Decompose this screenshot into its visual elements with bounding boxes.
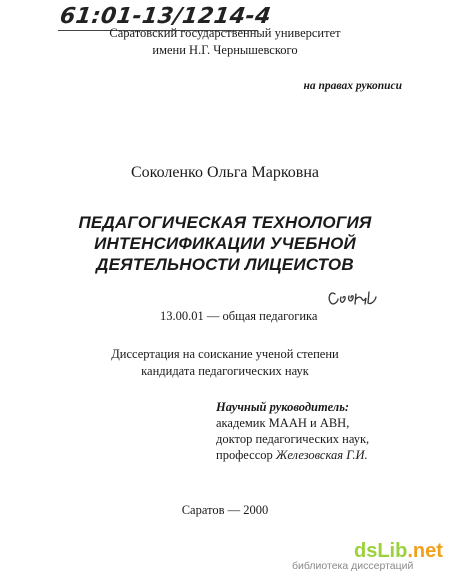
thesis-title-line-3: ДЕЯТЕЛЬНОСТИ ЛИЦЕИСТОВ bbox=[96, 255, 354, 274]
city-year: Саратов — 2000 bbox=[181, 503, 269, 517]
dslib-logo: dsLib.net bbox=[354, 540, 443, 562]
supervisor-label: Научный руководитель: bbox=[216, 400, 350, 414]
dslib-watermark bbox=[292, 540, 443, 572]
supervisor-block bbox=[216, 399, 369, 463]
supervisor-name-line bbox=[216, 447, 369, 463]
thesis-title-line-1: ПЕДАГОГИЧЕСКАЯ ТЕХНОЛОГИЯ bbox=[78, 213, 372, 232]
supervisor-degree: доктор педагогических наук, bbox=[216, 432, 370, 446]
manuscript-rights: на правах рукописи bbox=[303, 80, 402, 92]
signature bbox=[326, 287, 378, 313]
thesis-title bbox=[0, 212, 450, 275]
university-name: Саратовский государственный университет bbox=[109, 26, 341, 40]
dslib-caption: библиотека диссертаций bbox=[292, 560, 414, 572]
supervisor-name: Железовская Г.И. bbox=[275, 448, 368, 462]
dissertation-statement bbox=[0, 346, 450, 380]
supervisor-title: профессор bbox=[216, 448, 273, 462]
dissertation-line-2: кандидата педагогических наук bbox=[141, 364, 309, 378]
dissertation-line-1: Диссертация на соискание ученой степени bbox=[111, 347, 339, 361]
supervisor-rank: академик МААН и АВН, bbox=[216, 416, 350, 430]
university-named-after: имени Н.Г. Чернышевского bbox=[152, 43, 298, 57]
author-name: Соколенко Ольга Марковна bbox=[130, 164, 320, 181]
specialty-code: 13.00.01 — общая педагогика bbox=[160, 309, 318, 323]
thesis-title-line-2: ИНТЕНСИФИКАЦИИ УЧЕБНОЙ bbox=[94, 234, 356, 253]
archive-code: 61:01-13/1214-4 bbox=[58, 4, 273, 29]
